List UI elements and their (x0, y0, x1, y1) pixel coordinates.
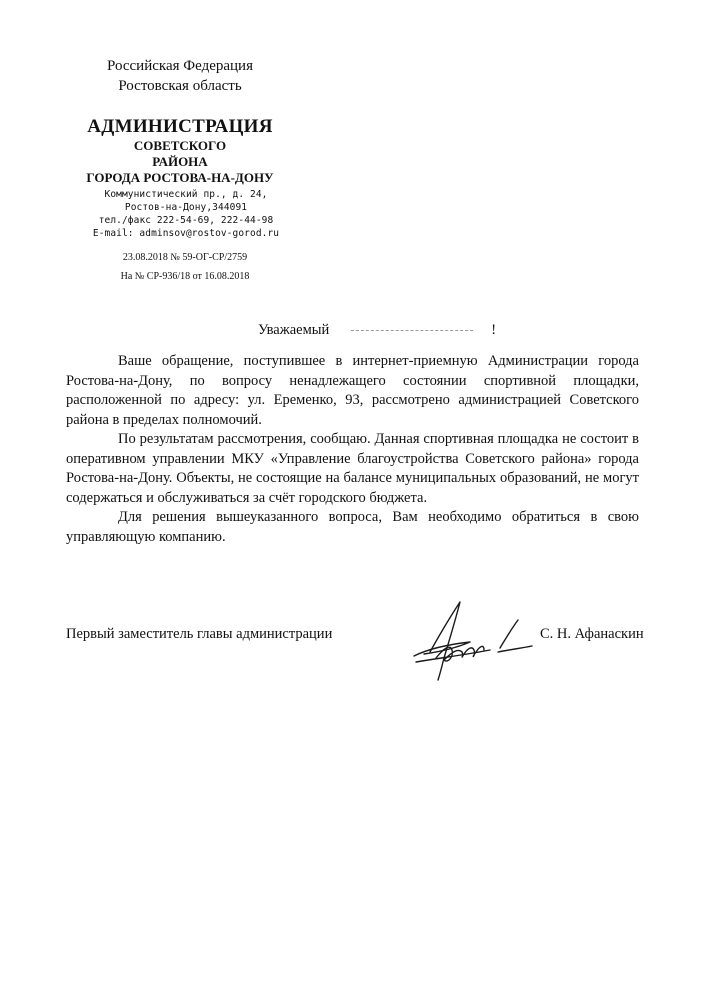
letter-body (66, 352, 639, 547)
greeting-line (258, 321, 496, 339)
handwritten-signature (400, 594, 540, 684)
phone-fax-line: тел./факс 222-54-69, 222-44-98 (98, 215, 274, 226)
address-line-2: Ростов-на-Дону,344091 (124, 202, 248, 213)
body-paragraph-3: Для решения вышеуказанного вопроса, Вам необходимо обратиться в свою управляющую компанию. (66, 509, 639, 545)
administration-subtitle-1: СОВЕТСКОГО (133, 138, 227, 153)
reference-numbers (100, 248, 270, 286)
email-line: E-mail: adminsov@rostov-gorod.ru (92, 228, 280, 239)
region-line: Ростовская область (118, 78, 242, 94)
country-line: Российская Федерация (107, 58, 253, 74)
administration-title: АДМИНИСТРАЦИЯ (87, 116, 273, 137)
administration-subtitle-3: ГОРОДА РОСТОВА-НА-ДОНУ (86, 170, 274, 185)
body-paragraph-2: По результатам рассмотрения, сообщаю. Данная спортивная площадка не состоит в оперативном управлении МКУ «Управление благоустройства Советского района» города Ростова-на-Дону. Объекты, не состоящие на балансе муниципальных образований, не могут содержаться и обслуживаться за счёт городского бюджета. (66, 431, 639, 506)
recipient-name-placeholder (351, 330, 473, 331)
signatory-name: С. Н. Афанаскин (540, 626, 644, 642)
signature-block (66, 626, 666, 656)
salutation: Уважаемый (258, 322, 330, 338)
contact-block (86, 188, 286, 240)
address-line-1: Коммунистический пр., д. 24, (104, 189, 268, 200)
signatory-position: Первый заместитель главы администрации (66, 626, 333, 642)
outgoing-reference: 23.08.2018 № 59-ОГ-СР/2759 (122, 252, 248, 263)
administration-subtitle-2: РАЙОНА (152, 154, 208, 169)
body-paragraph-1: Ваше обращение, поступившее в интернет-приемную Администрации города Ростова-на-Дону, по вопросу ненадлежащего состоянии спортивной площадки, расположенной по адресу: ул. Еременко, 93, рассмотрено администрацией Советского района в пределах полномочий. (66, 353, 639, 428)
incoming-reference: На № СР-936/18 от 16.08.2018 (120, 271, 250, 282)
letterhead (60, 56, 300, 186)
greeting-exclamation: ! (491, 322, 497, 338)
